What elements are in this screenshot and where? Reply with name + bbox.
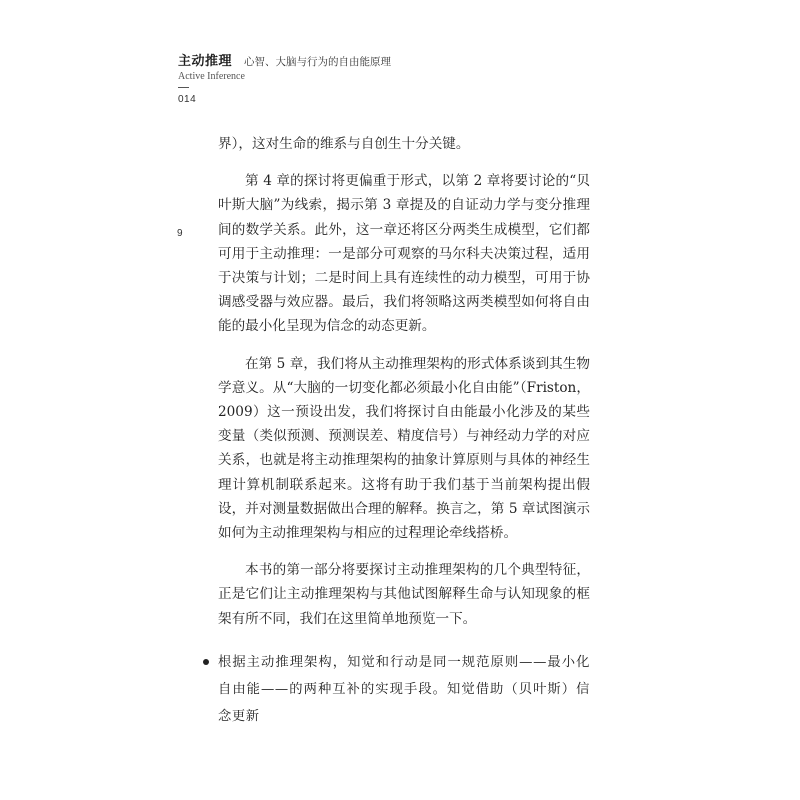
book-title-english: Active Inference [178, 71, 245, 82]
paragraph-chapter-4: 第 4 章的探讨将更偏重于形式，以第 2 章将要讨论的“贝叶斯大脑”为线索，揭示第 3 章提及的自证动力学与变分推理间的数学关系。此外，这一章还将区分两类生成模型，它们都可用于主动推理：一是部分可观察的马尔科夫决策过程，适用于决策与计划；二是时间上具有连续性的动力模型，可用于协调感受器与效应器。最后，我们将领略这两类模型如何将自由能的最小化呈现为信念的动态更新。 [218, 173, 590, 335]
body-text [218, 132, 590, 730]
margin-page-reference: 9 [177, 228, 183, 239]
book-subtitle: 心智、大脑与行为的自由能原理 [244, 56, 392, 68]
header-rule [178, 87, 189, 88]
paragraph-chapter-5: 在第 5 章，我们将从主动推理架构的形式体系谈到其生物学意义。从“大脑的一切变化都必须最小化自由能”（Friston，2009）这一预设出发，我们将探讨自由能最小化涉及的某些变量（类似预测、预测误差、精度信号）与神经动力学的对应关系，也就是将主动推理架构的抽象计算原则与具体的神经生理计算机制联系起来。这将有助于我们基于当前架构提出假设，并对测量数据做出合理的解释。换言之，第 5 章试图演示如何为主动推理架构与相应的过程理论牵线搭桥。 [218, 355, 590, 542]
bullet-dot-icon [203, 659, 209, 665]
running-head [178, 50, 478, 105]
bullet-list-item [218, 649, 590, 730]
title-line [178, 50, 478, 69]
page-number: 014 [178, 94, 197, 105]
bullet-text: 根据主动推理架构，知觉和行动是同一规范原则——最小化自由能——的两种互补的实现手段。知觉借助（贝叶斯）信念更新 [218, 654, 590, 724]
book-title: 主动推理 [178, 54, 233, 69]
paragraph-continuation: 界），这对生命的维系与自创生十分关键。 [218, 136, 470, 152]
paragraph-part-one-preview: 本书的第一部分将要探讨主动推理架构的几个典型特征，正是它们让主动推理架构与其他试图解释生命与认知现象的框架有所不同，我们在这里简单地预览一下。 [218, 562, 590, 627]
